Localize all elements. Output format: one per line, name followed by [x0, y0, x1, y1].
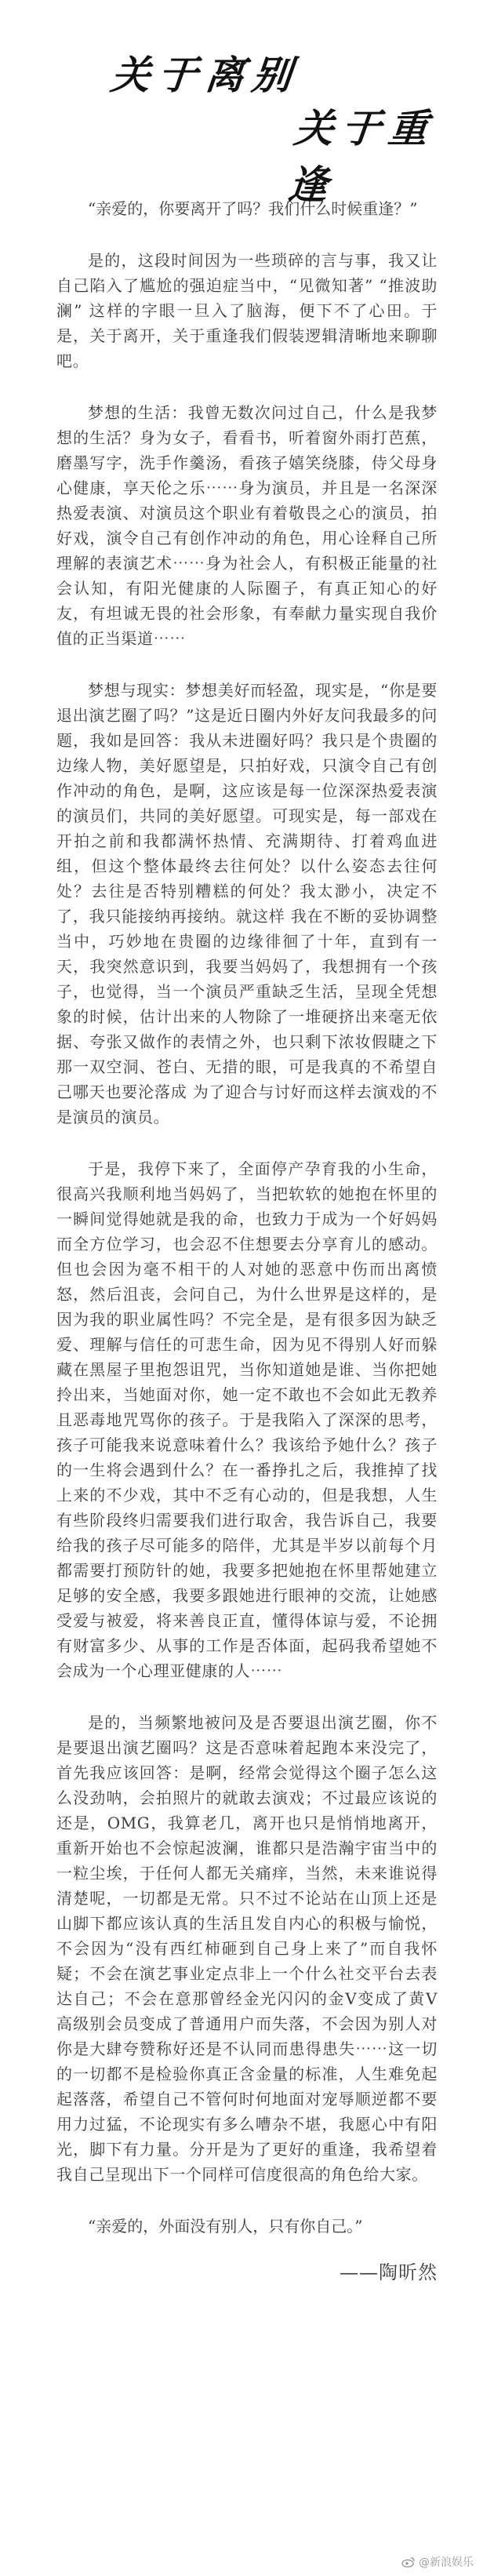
title-block — [56, 0, 438, 208]
closing-quote: “亲爱的，外面没有别人，只有你自己。” — [88, 2217, 363, 2236]
paragraph-dream-vs-reality: 梦想与现实：梦想美好而轻盈，现实是，“你是要退出演艺圈了吗？”这是近日圈内外好友问我最多的问题，我如是回答：我从未进圈好吗？我只是个贵圈的边缘人物，美好愿望是，只拍好戏，只演令自己有创作冲动的角色，是啊，这应该是每一位深深热爱表演的演员们，共同的美好愿望。可现实是，每一部戏在开拍之前和我都满怀热情、充满期待、打着鸡血进组，但这个整体最终去往何处？以什么姿态去往何处？去往是否特别糟糕的何处？我太渺小，决定不了，我只能接纳再接纳。就这样 我在不断的妥协调整当中，巧妙地在贵圈的边缘徘徊了十年，直到有一天，我突然意识到，我要当妈妈了，我想拥有一个孩子，也觉得，当一个演员严重缺乏生活，呈现全凭想象的时候，估计出来的人物除了一堆硬挤出来毫无依据、夸张又做作的表情之外，也只剩下浓妆假睫之下那一双空洞、苍白、无措的眼，可是我真的不希望自己哪天也要沦落成 为了迎合与讨好而这样去演戏的不是演员的演员。 — [56, 681, 438, 1126]
watermark-text: @新浪娱乐 — [419, 2556, 474, 2569]
paragraph-dream-life: 梦想的生活：我曾无数次问过自己，什么是我梦想的生活？身为女子，看看书，听着窗外雨打芭蕉，磨墨写字，洗手作羹汤，看孩子嬉笑绕膝，侍父母身心健康，享天伦之乐⋯⋯身为演员，并且是一名深深热爱表演、对演员这个职业有着敬畏之心的演员，拍好戏，演令自己有创作冲动的角色，用心诠释自己所理解的表演艺术⋯⋯身为社会人，有积极正能量的社会认知，有阳光健康的人际圈子，有真正知心的好友，有坦诚无畏的社会形象，有奉献力量实现自我价值的正当渠道⋯⋯ — [56, 403, 438, 648]
signature: ——陶昕然 — [340, 2261, 438, 2283]
title-line-about-reunion: 关于重逢 — [285, 106, 438, 208]
paragraph-leaving-and-reunion: 是的，当频繁地被问及是否要退出演艺圈，你不是要退出演艺圈吗？这是否意味着起跑本来没完了，首先我应该回答：是啊，经常会觉得这个圈子怎么这么没劲呐，会拍照片的就敢去演戏；不过最应该说的还是，OMG，我算老几，离开也只是悄悄地离开，重新开始也不会惊起波澜，谁都只是浩瀚宇宙当中的一粒尘埃，于任何人都无关痛痒，当然，未来谁说得清楚呢，一切都是无常。只不过不论站在山顶上还是山脚下都应该认真的生活且发自内心的积极与愉悦，不会因为“没有西红柿砸到自己身上来了”而自我怀疑；不会在演艺事业定点非上一个什么社交平台去表达自己；不会在意那曾经金光闪闪的金V变成了黄V 高级别会员变成了普通用户而失落，不会因为别人对你是大肆夸赞称好还是不认同而患得患失⋯⋯这一切的一切都不是检验你真正含金量的标准，人生难免起起落落，希望自己不管何时何地面对宠辱顺逆都不要用力过猛，不论现实有多么嘈杂不堪，我愿心中有阳光，脚下有力量。分开是为了更好的重逢，我希望着我自己呈现出下一个同样可信度很高的角色给大家。 — [56, 1713, 438, 2184]
opening-quote: “亲爱的，你要离开了吗？我们什么时候重逢？” — [88, 199, 418, 218]
title-line-about-parting: 关于离别 — [108, 53, 302, 98]
paragraph-motherhood: 于是，我停下来了，全面停产孕育我的小生命，很高兴我顺利地当妈妈了，当把软软的她抱在怀里的一瞬间觉得她就是我的命，也致力于成为一个好妈妈而全方位学习，也会忍不住想要去分享育儿的感动。但也会因为毫不相干的人对她的恶意中伤而出离愤怒，然后沮丧，会问自己，为什么世界是这样的，是因为我的职业属性吗？不完全是，是有很多因为缺乏爱、理解与信任的可悲生命，因为见不得别人好而躲藏在黑屋子里抱怨诅咒，当你知道她是谁、当你把她拎出来，当她面对你，她一定不敢也不会如此无教养且恶毒地咒骂你的孩子。于是我陷入了深深的思考，孩子可能我来说意味着什么？我该给予她什么？孩子的一生将会遇到什么？在一番挣扎之后，我推掉了找上来的不少戏，其中不乏有心动的，但是我想，人生有些阶段终归需要我们进行取舍，我告诉自己，我要给我的孩子尽可能多的陪伴，尤其是半岁以前每个月都需要打预防针的她，我要多把她抱在怀里帮她建立足够的安全感，我要多跟她进行眼神的交流，让她感受爱与被爱，将来善良正直，懂得体谅与爱，不论拥有财富多少、从事的工作是否体面，起码我希望她不会成为一个心理亚健康的人⋯⋯ — [56, 1159, 438, 1680]
paragraph-intro: 是的，这段时间因为一些琐碎的言与事，我又让自己陷入了尴尬的强迫症当中，“见微知著” “推波助澜” 这样的字眼一旦入了脑海，便下不了心田。于是，关于离开，关于重逢我们假装逻辑清晰地来聊聊吧。 — [56, 251, 438, 370]
watermark — [401, 2554, 474, 2570]
weibo-logo-icon — [401, 2556, 416, 2567]
